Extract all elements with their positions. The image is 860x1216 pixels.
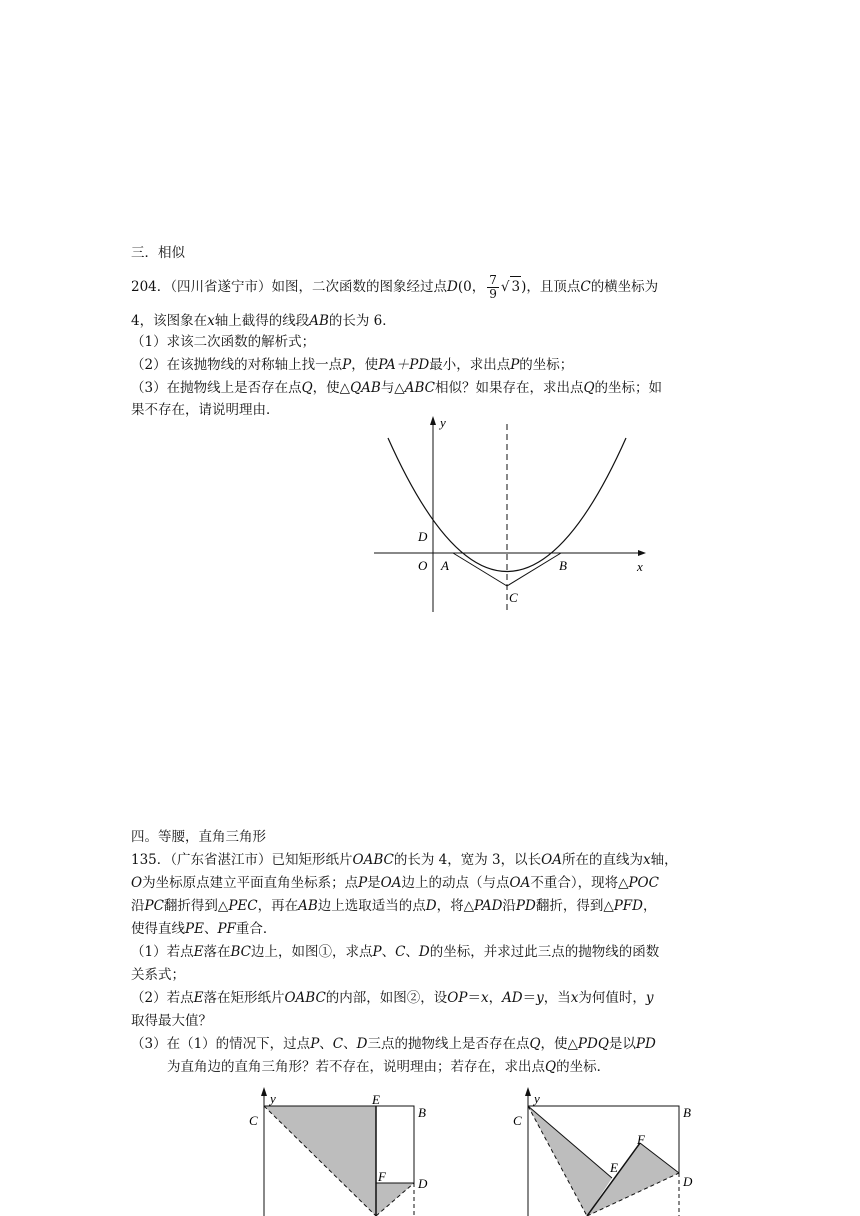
fig1-label-E: E [372,1092,380,1107]
figure-1 [240,1085,440,1216]
segment-AC [453,553,507,586]
problem204-q3: （3）在抛物线上是否存在点Q，使△QAB与△ABC相似？如果存在，求出点Q的坐标；如 [131,380,663,396]
segment-BC [507,553,561,586]
problem135-q1: （1）若点E落在BC边上，如图①，求点P、C、D的坐标，并求过此三点的抛物线的函数 [131,944,660,960]
fig2-label-F: F [637,1132,645,1147]
label-O: O [418,558,428,573]
fig2-label-B: B [683,1105,691,1120]
problem204-line2: 4，该图象在x轴上截得的线段AB的长为 6． [131,313,396,329]
problem135-line3: 沿PC翻折得到△PEC，再在AB边上选取适当的点D，将△PAD沿PD翻折，得到△PFD， [131,898,657,914]
fig2-label-E: E [610,1160,618,1175]
fig1-label-y: y [270,1091,276,1106]
label-D: D [418,529,428,544]
figure-2 [500,1085,710,1216]
fig2-y-arrow [525,1087,531,1096]
x-axis-arrow [638,550,646,556]
problem135-line4: 使得直线PE、PF重合． [131,921,277,937]
problem204-q1: （1）求该二次函数的解析式； [131,334,316,350]
problem135-q3: （3）在（1）的情况下，过点P、C、D三点的抛物线上是否存在点Q，使△PDQ是以PD [131,1036,656,1052]
fig2-label-D: D [683,1174,693,1189]
fig1-y-arrow [261,1087,267,1096]
section3-heading: 三．相似 [131,245,185,261]
problem135-line1: 135．（广东省湛江市）已知矩形纸片OABC的长为 4，宽为 3，以长OA所在的直线为x轴， [131,852,678,868]
label-x: x [637,559,643,574]
label-B: B [559,558,567,573]
fig2-label-C: C [513,1113,522,1128]
problem135-line2: O为坐标原点建立平面直角坐标系；点P是OA边上的动点（与点OA不重合），现将△POC [131,875,659,891]
fig1-label-F: F [378,1169,386,1184]
fig1-label-C: C [249,1113,258,1128]
problem204-q3-cont: 果不存在，请说明理由． [131,402,280,418]
fig2-label-y: y [534,1091,540,1106]
label-A: A [441,558,449,573]
problem204-line1: 204．（四川省遂宁市）如图，二次函数的图象经过点D(0， $\frac{7}{9}$ √ 3)，且顶点C的横坐标为 [131,273,659,301]
section4-heading: 四。等腰，直角三角形 [131,829,266,845]
fig1-label-D: D [418,1176,428,1191]
parabola-figure [360,410,660,620]
y-axis-arrow [430,416,436,425]
problem204-q2: （2）在该抛物线的对称轴上找一点P，使PA＋PD最小，求出点P的坐标； [131,357,574,373]
label-C: C [509,590,518,605]
problem135-q2: （2）若点E落在矩形纸片OABC的内部，如图②，设OP＝x，AD＝y，当x为何值时，y [131,990,654,1006]
problem135-q3-cont: 为直角边的直角三角形？若不存在，说明理由；若存在，求出点Q的坐标． [167,1059,611,1075]
problem135-q1-cont: 关系式； [131,967,185,983]
fig1-label-B: B [418,1105,426,1120]
fraction-7-9: $\frac{7}{9}$ [489,273,497,301]
label-y: y [440,415,446,430]
problem135-q2-cont: 取得最大值？ [131,1013,212,1029]
